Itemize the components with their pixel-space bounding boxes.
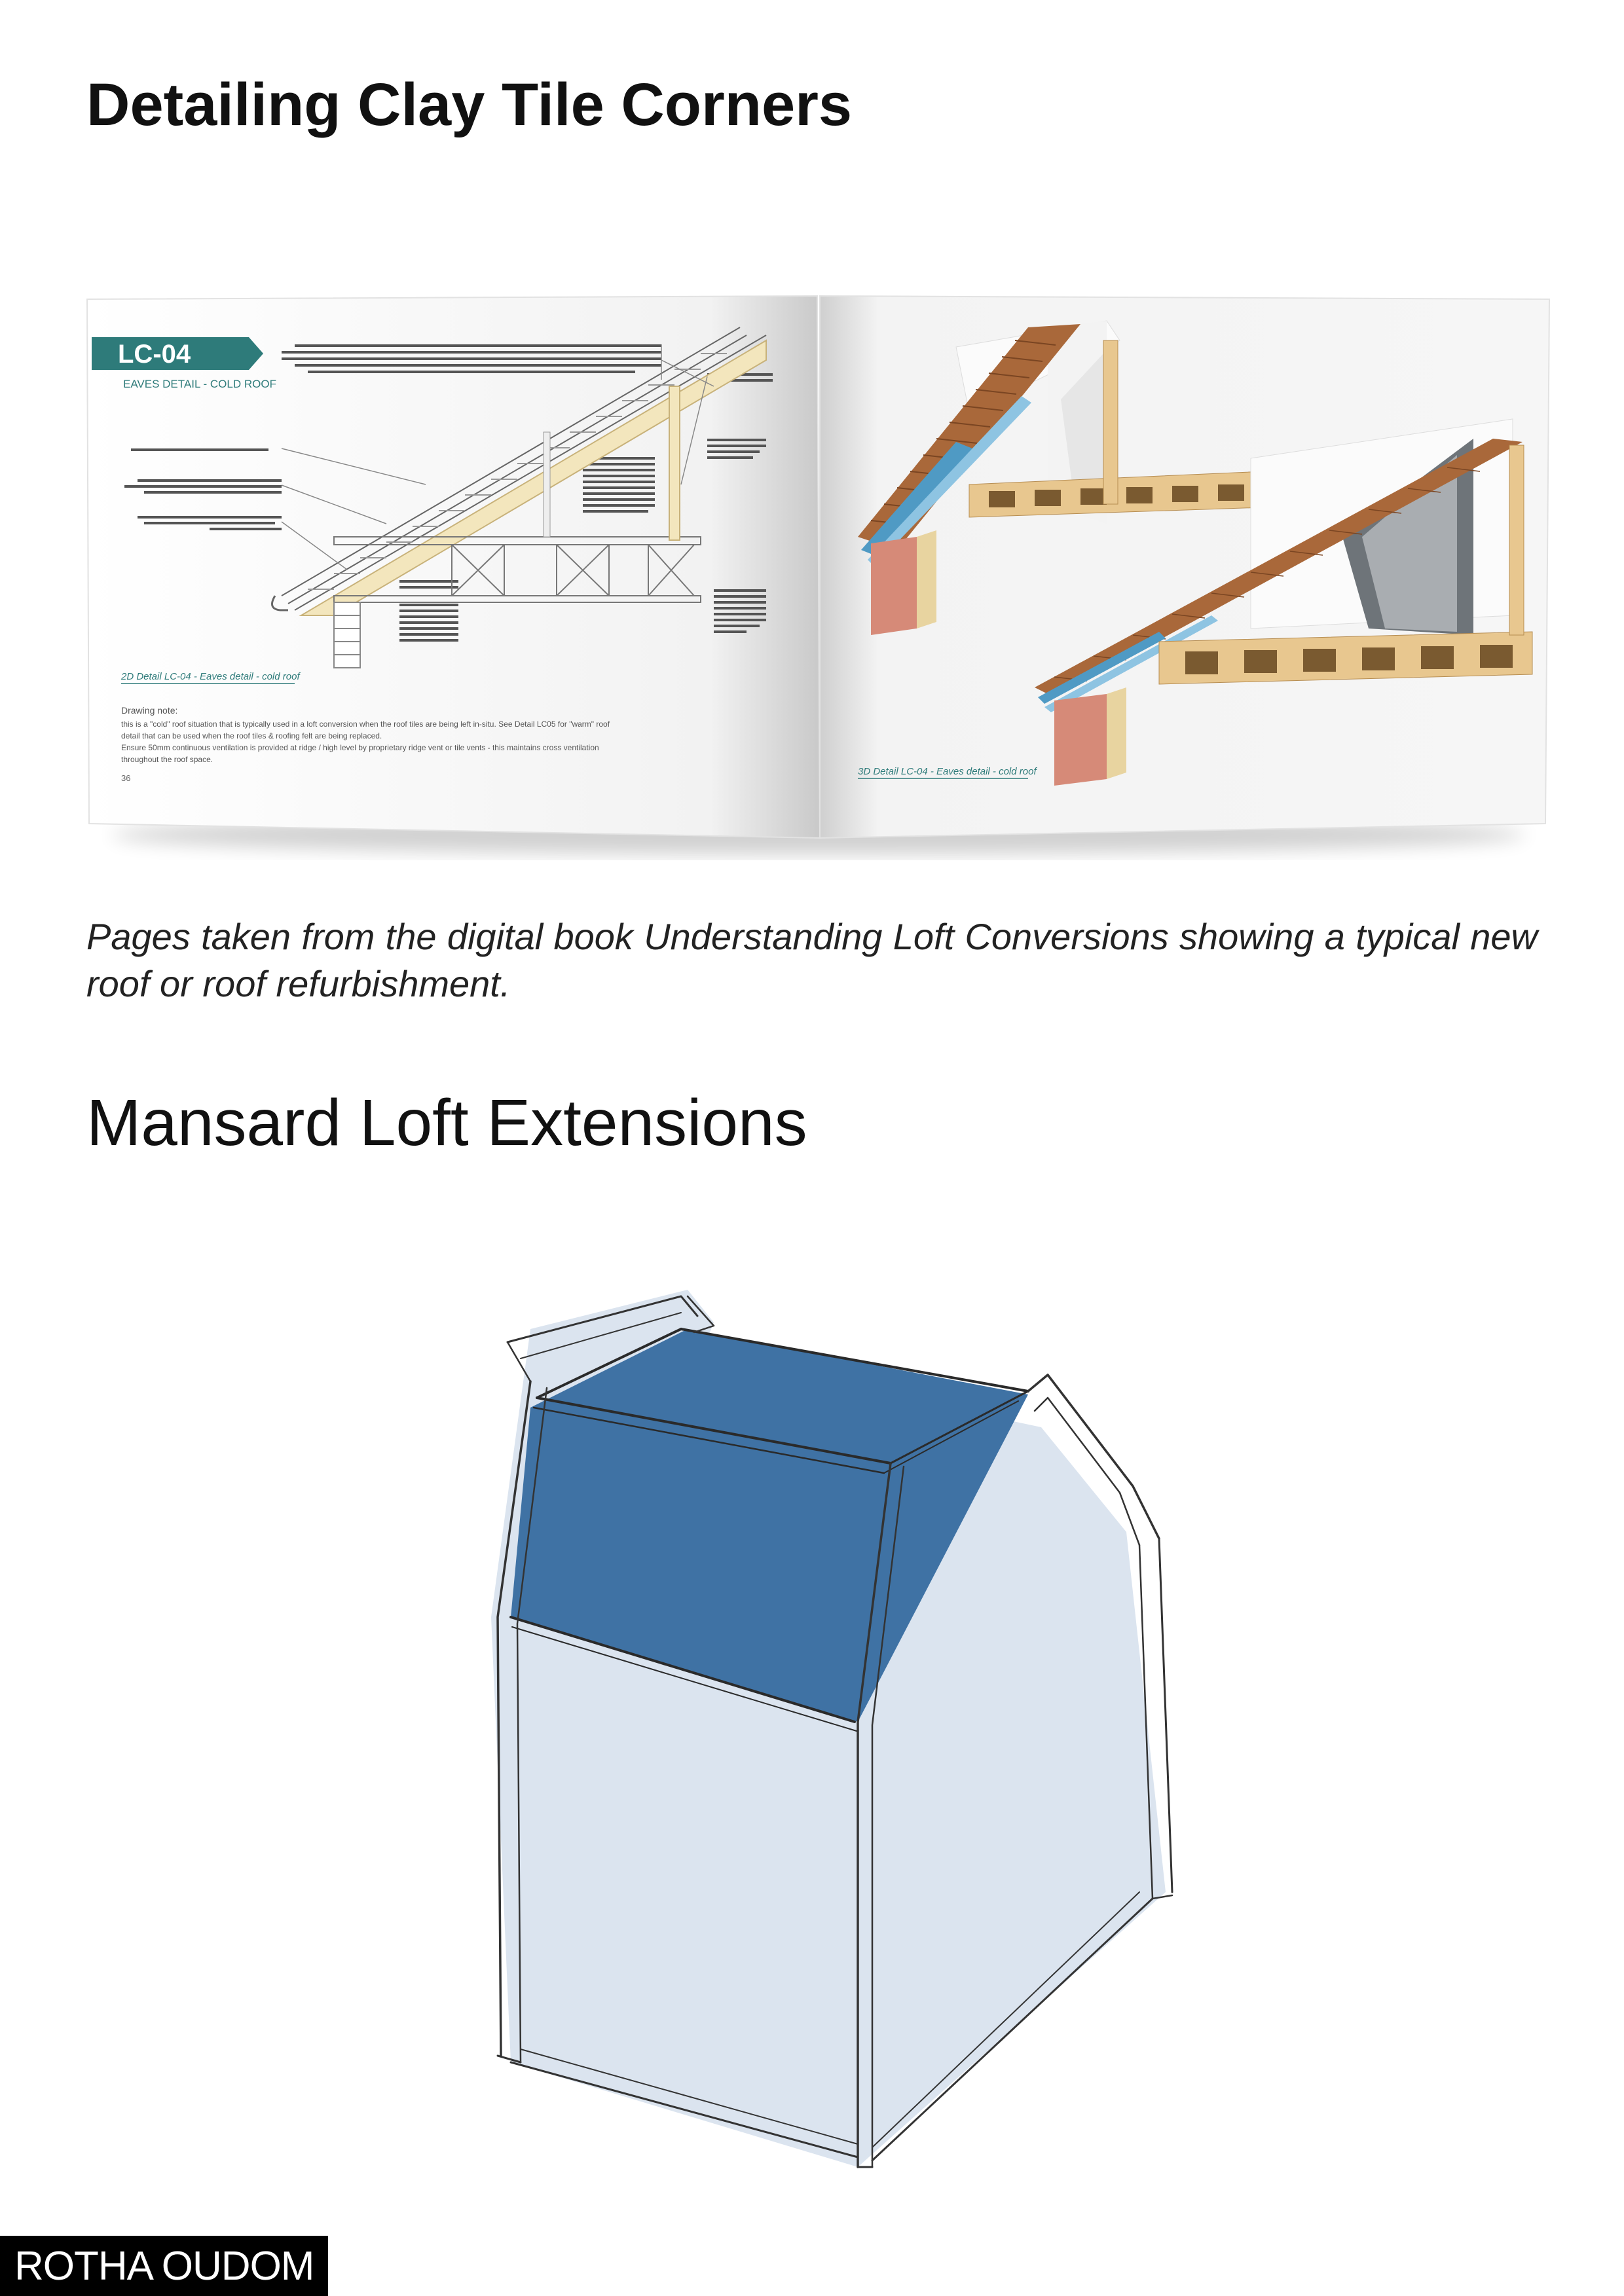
drawing-note-line-3: Ensure 50mm continuous ventilation is provided at ridge / high level by proprietary ridge vent or tile vents - this maintains cross ventilation — [121, 743, 599, 752]
lc04-code: LC-04 — [118, 340, 191, 369]
drawing-note-line-1: this is a "cold" roof situation that is typically used in a loft conversion when the roof tiles are being left in-situ. See Detail LC05 for "warm" roof — [121, 720, 610, 729]
drawing-note-title: Drawing note: — [121, 705, 178, 716]
mansard-sketch-illustration — [471, 1277, 1218, 2193]
drawing-note-line-2: detail that can be used when the roof tiles & roofing felt are being replaced. — [121, 731, 382, 740]
section-heading: Mansard Loft Extensions — [86, 1086, 807, 1159]
page-number: 36 — [121, 773, 131, 783]
figure-caption-3d: 3D Detail LC-04 - Eaves detail - cold roof — [858, 766, 1037, 777]
book-spread-image — [85, 288, 1552, 877]
lc04-heading: EAVES DETAIL - COLD ROOF — [123, 378, 276, 390]
book-caption: Pages taken from the digital book Understanding Loft Conversions showing a typical new roof or roof refurbishment. — [86, 916, 1538, 1004]
author-label: ROTHA OUDOM — [0, 2236, 328, 2296]
drawing-note-line-4: throughout the roof space. — [121, 755, 213, 764]
page-title: Detailing Clay Tile Corners — [86, 71, 853, 138]
figure-caption-2d: 2D Detail LC-04 - Eaves detail - cold roof — [121, 671, 300, 682]
